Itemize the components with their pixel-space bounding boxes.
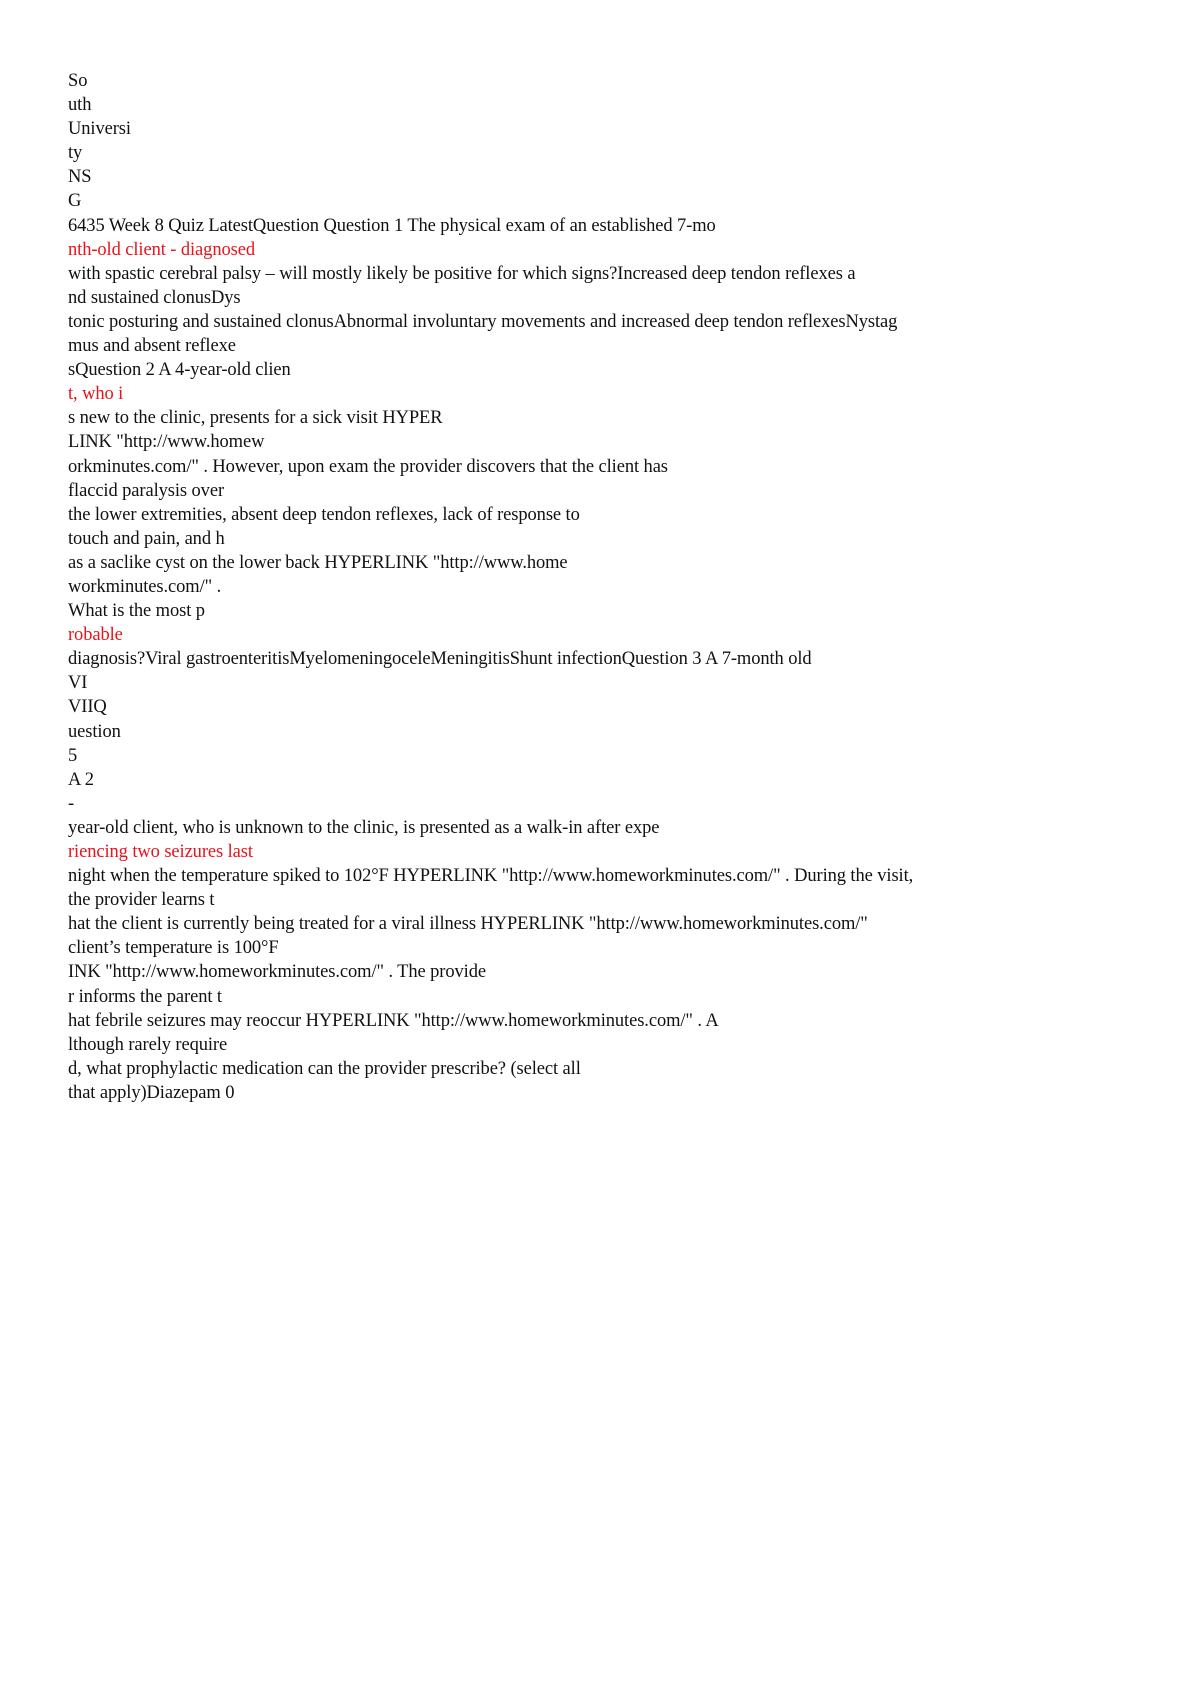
- text-line: So: [68, 71, 88, 91]
- text-line: uth: [68, 95, 92, 116]
- text-line: NS: [68, 167, 92, 188]
- text-line: lthough rarely require: [68, 1034, 228, 1055]
- text-line: the provider learns t: [68, 890, 215, 911]
- text-line: workminutes.com/" .: [68, 576, 222, 597]
- text-line: 6435 Week 8 Quiz LatestQuestion Question 1 The physical exam of an established 7-mo: [68, 215, 716, 236]
- highlighted-text-line: nth-old client - diagnosed: [68, 239, 255, 260]
- text-line: diagnosis?Viral gastroenteritisMyelomeningoceleMeningitisShunt infectionQuestion 3 A 7-month old: [68, 649, 812, 670]
- text-line: year-old client, who is unknown to the clinic, is presented as a walk-in after expe: [68, 817, 660, 838]
- text-line: with spastic cerebral palsy – will mostly likely be positive for which signs?Increased deep tendon reflexes a: [68, 263, 856, 284]
- highlighted-text-line: t, who i: [68, 384, 124, 405]
- text-line: -: [68, 793, 75, 814]
- text-line: flaccid paralysis over: [68, 480, 225, 501]
- text-line: 5: [68, 745, 78, 766]
- text-line: Universi: [68, 119, 131, 140]
- text-line: VIIQ: [68, 697, 107, 718]
- text-line: sQuestion 2 A 4-year-old clien: [68, 360, 291, 381]
- highlighted-text-line: robable: [68, 625, 123, 646]
- text-line: s new to the clinic, presents for a sick visit HYPER: [68, 408, 443, 429]
- text-line: tonic posturing and sustained clonusAbnormal involuntary movements and increased deep tendon reflexesNystag: [68, 311, 898, 332]
- text-line: What is the most p: [68, 601, 205, 622]
- text-line: orkminutes.com/" . However, upon exam the provider discovers that the client has: [68, 456, 668, 477]
- text-line: hat febrile seizures may reoccur HYPERLINK "http://www.homeworkminutes.com/" . A: [68, 1010, 719, 1031]
- text-line: A 2: [68, 769, 94, 790]
- text-line: client’s temperature is 100°F: [68, 938, 279, 959]
- text-line: mus and absent reflexe: [68, 336, 236, 357]
- text-line: the lower extremities, absent deep tendon reflexes, lack of response to: [68, 504, 580, 525]
- quiz-text-block: [68, 69, 1128, 1105]
- text-line: ty: [68, 143, 83, 164]
- text-line: r informs the parent t: [68, 986, 222, 1007]
- text-line: INK "http://www.homeworkminutes.com/" . The provide: [68, 962, 486, 983]
- highlighted-text-line: riencing two seizures last: [68, 842, 253, 862]
- text-line: uestion: [68, 721, 121, 742]
- text-line: VI: [68, 673, 88, 694]
- text-line: that apply)Diazepam 0: [68, 1082, 235, 1103]
- text-line: LINK "http://www.homew: [68, 432, 265, 453]
- text-line: G: [68, 191, 82, 212]
- text-line: nd sustained clonusDys: [68, 287, 241, 308]
- text-line: hat the client is currently being treated for a viral illness HYPERLINK "http://www.homeworkminutes.com/": [68, 914, 868, 935]
- text-line: d, what prophylactic medication can the provider prescribe? (select all: [68, 1058, 581, 1079]
- text-line: night when the temperature spiked to 102°F HYPERLINK "http://www.homeworkminutes.com/" . During the visit,: [68, 866, 914, 887]
- text-line: touch and pain, and h: [68, 528, 225, 549]
- text-line: as a saclike cyst on the lower back HYPERLINK "http://www.home: [68, 552, 568, 573]
